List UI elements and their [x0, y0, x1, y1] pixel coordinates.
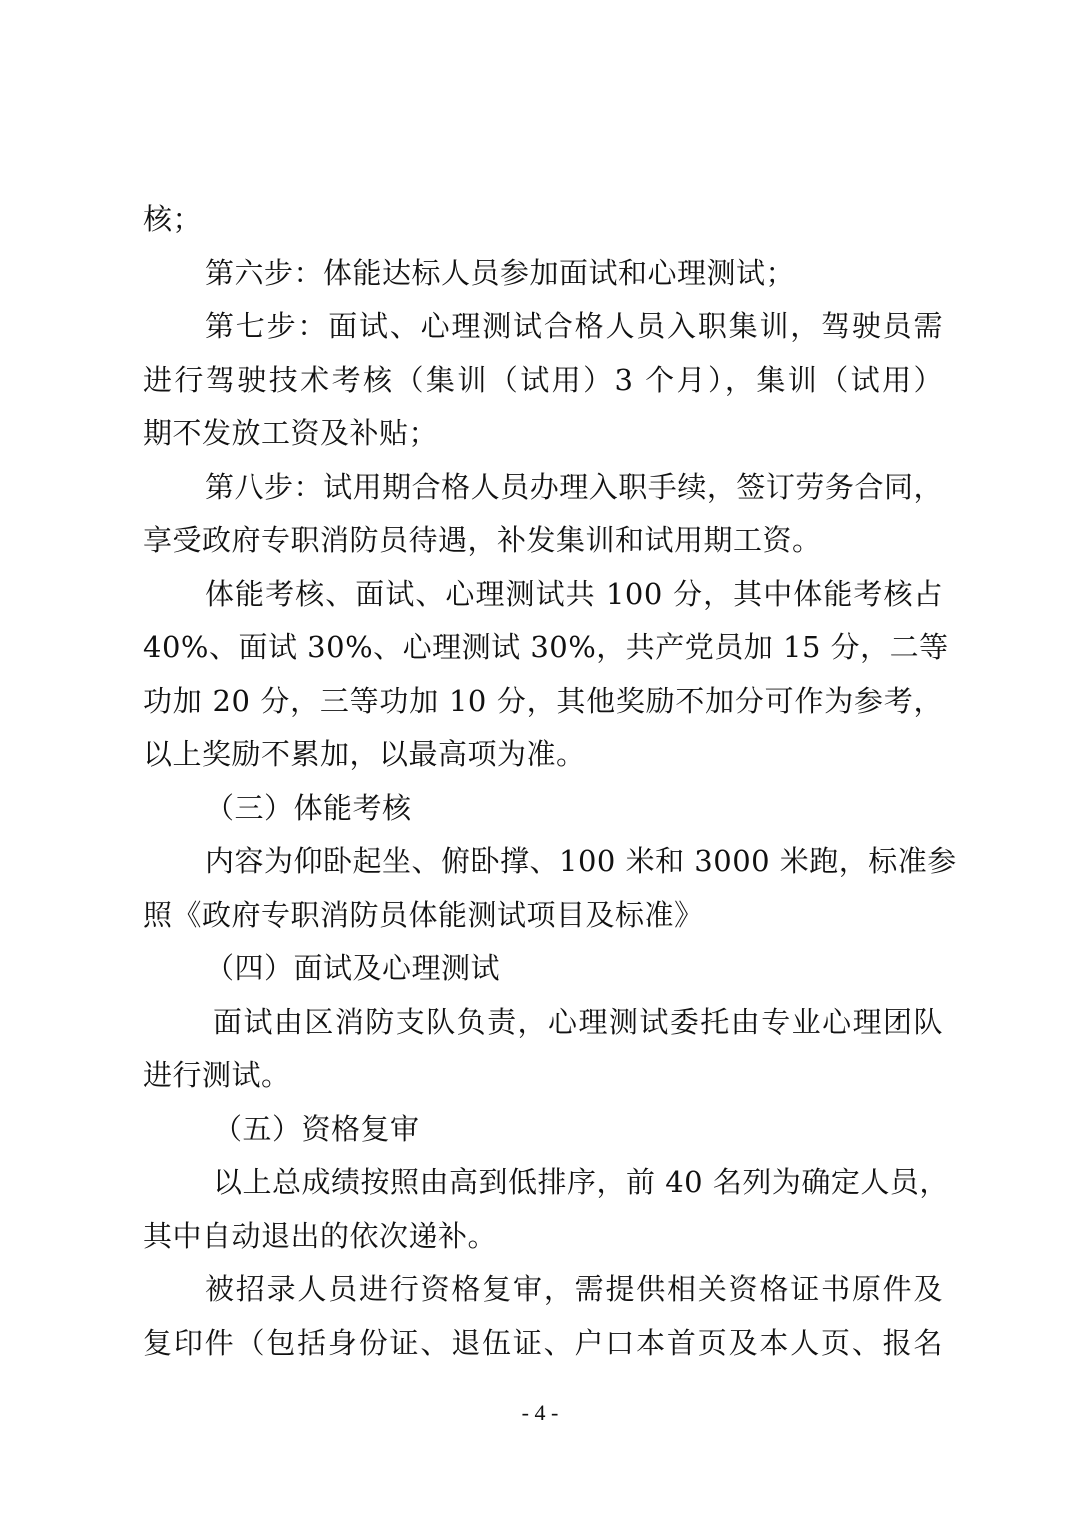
ranking-line: 其中自动退出的依次递补。 [143, 1218, 498, 1253]
page-number: - 4 - [521, 1400, 559, 1425]
review-line: 被招录人员进行资格复审，需提供相关资格证书原件及 [205, 1272, 943, 1306]
step-eight-line: 享受政府专职消防员待遇，补发集训和试用期工资。 [143, 523, 822, 557]
physical-test-line: 内容为仰卧起坐、俯卧撑、100 米和 3000 米跑，标准参 [205, 844, 957, 878]
review-line: 复印件（包括身份证、退伍证、户口本首页及本人页、报名 [143, 1325, 943, 1360]
physical-test-line: 照《政府专职消防员体能测试项目及标准》 [143, 897, 704, 932]
interview-line: 进行测试。 [143, 1058, 291, 1092]
step-seven-line: 第七步：面试、心理测试合格人员入职集训，驾驶员需 [205, 309, 943, 343]
scoring-line: 40%、面试 30%、心理测试 30%，共产党员加 15 分，二等 [143, 630, 949, 664]
section-heading-interview: （四）面试及心理测试 [205, 951, 501, 985]
text-line: 核； [143, 202, 203, 236]
step-eight-line: 第八步：试用期合格人员办理入职手续，签订劳务合同， [205, 469, 943, 504]
step-seven-line: 进行驾驶技术考核（集训（试用）3 个月），集训（试用） [143, 362, 943, 397]
interview-line: 面试由区消防支队负责，心理测试委托由专业心理团队 [213, 1004, 943, 1039]
section-heading-physical-test: （三）体能考核 [205, 790, 412, 825]
document-body [143, 193, 957, 1370]
step-six-line: 第六步：体能达标人员参加面试和心理测试； [205, 255, 796, 290]
scoring-line: 功加 20 分，三等功加 10 分，其他奖励不加分可作为参考， [143, 683, 943, 718]
scoring-line: 体能考核、面试、心理测试共 100 分，其中体能考核占 [205, 576, 943, 611]
scoring-line: 以上奖励不累加，以最高项为准。 [143, 737, 586, 771]
step-seven-line: 期不发放工资及补贴； [143, 416, 439, 450]
section-heading-qualification-review: （五）资格复审 [213, 1111, 420, 1146]
ranking-line: 以上总成绩按照由高到低排序，前 40 名列为确定人员， [213, 1165, 949, 1199]
